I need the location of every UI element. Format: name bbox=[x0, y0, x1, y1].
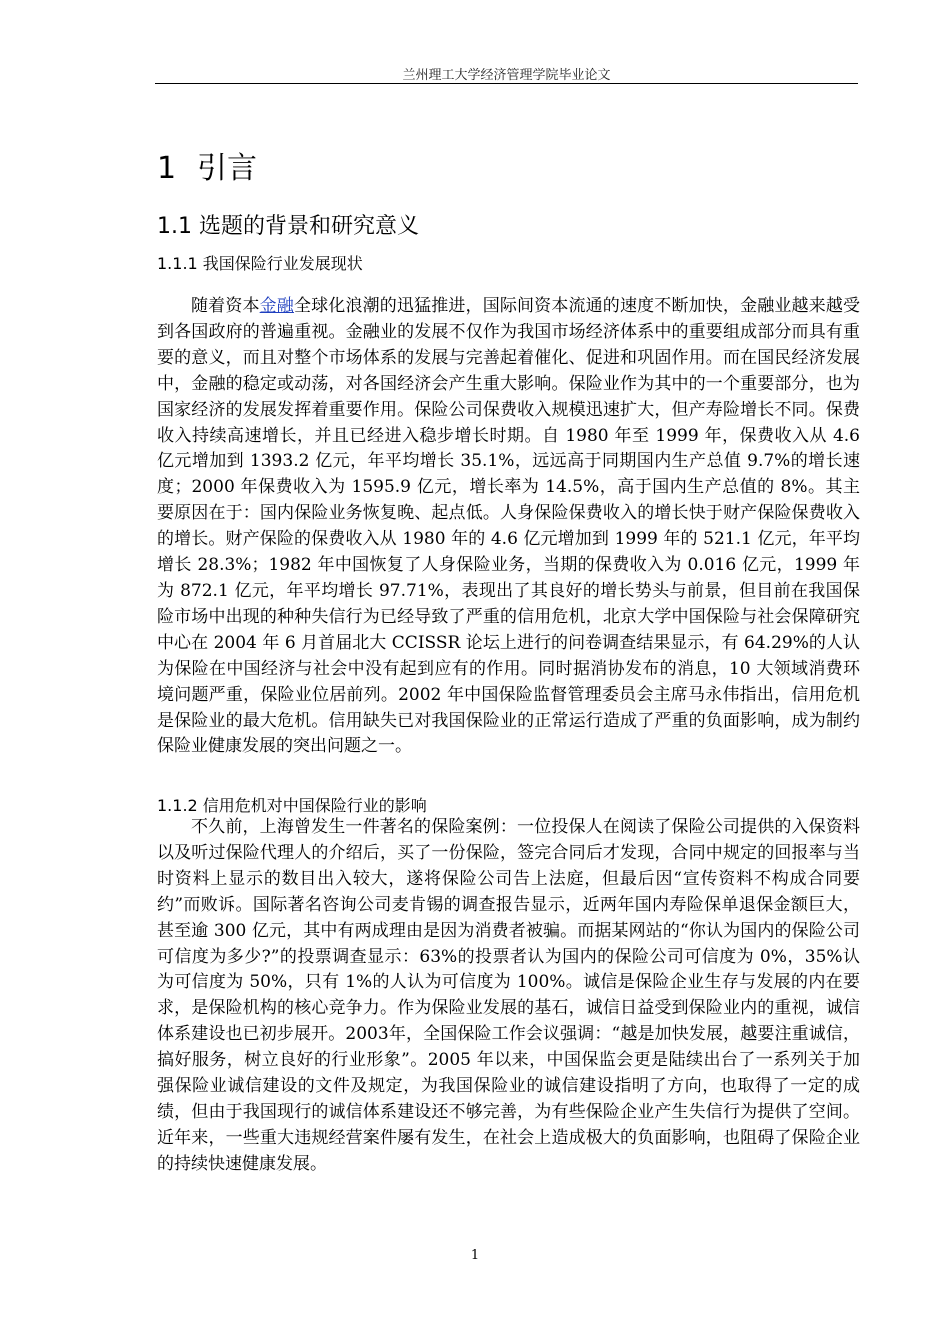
finance-link[interactable]: 金融 bbox=[259, 296, 294, 316]
subsection-heading-2: 1.1.2 信用危机对中国保险行业的影响 bbox=[157, 796, 427, 815]
chapter-title: 引言 bbox=[197, 151, 257, 186]
page-number: 1 bbox=[470, 1248, 480, 1263]
header-rule bbox=[155, 83, 858, 84]
chapter-heading bbox=[157, 143, 257, 187]
paragraph-1-lead: 随着资本 bbox=[191, 296, 260, 316]
paragraph-1 bbox=[157, 294, 860, 760]
chapter-number: 1 bbox=[157, 151, 177, 186]
subsection-heading-1: 1.1.1 我国保险行业发展现状 bbox=[157, 254, 363, 273]
paragraph-2: 不久前，上海曾发生一件著名的保险案例：一位投保人在阅读了保险公司提供的入保资料以及听过保险代理人的介绍后，买了一份保险，签完合同后才发现，合同中规定的回报率与当时资料上显示的数目出入较大，遂将保险公司告上法庭，但最后因“宣传资料不构成合同要约”而败诉。国际著名咨询公司麦肯锡的调查报告显示，近两年国内寿险保单退保金额巨大，甚至逾 300 亿元，其中有两成理由是因为消费者被骗。而据某网站的“你认为国内的保险公司可信度为多少?”的投票调查显示：63%的投票者认为国内的保险公司可信度为 0%，35%认为可信度为 50%，只有 1%的人认为可信度为 100%。诚信是保险企业生存与发展的内在要求，是保险机构的核心竞争力。作为保险业发展的基石，诚信日益受到保险业内的重视，诚信体系建设也已初步展开。2003年，全国保险工作会议强调：“越是加快发展，越要注重诚信，搞好服务，树立良好的行业形象”。2005 年以来，中国保监会更是陆续出台了一系列关于加强保险业诚信建设的文件及规定，为我国保险业的诚信建设指明了方向，也取得了一定的成绩，但由于我国现行的诚信体系建设还不够完善，为有些保险企业产生失信行为提供了空间。近年来，一些重大违规经营案件屡有发生，在社会上造成极大的负面影响，也阻碍了保险企业的持续快速健康发展。 bbox=[157, 817, 860, 1174]
section-heading: 1.1 选题的背景和研究意义 bbox=[157, 214, 419, 239]
running-header: 兰州理工大学经济管理学院毕业论文 bbox=[402, 68, 611, 83]
paragraph-1-body: 全球化浪潮的迅猛推进，国际间资本流通的速度不断加快，金融业越来越受到各国政府的普遍重视。金融业的发展不仅作为我国市场经济体系中的重要组成部分而具有重要的意义，而且对整个市场体系的发展与完善起着催化、促进和巩固作用。而在国民经济发展中，金融的稳定或动荡，对各国经济会产生重大影响。保险业作为其中的一个重要部分，也为国家经济的发展发挥着重要作用。保险公司保费收入规模迅速扩大，但产寿险增长不同。保费收入持续高速增长，并且已经进入稳步增长时期。自 1980 年至 1999 年，保费收入从 4.6 亿元增加到 1393.2 亿元，年平均增长 35.1%，远远高于同期国内生产总值 9.7%的增长速度；2000 年保费收入为 1595.9 亿元，增长率为 14.5%，高于国内生产总值的 8%。其主要原因在于：国内保险业务恢复晚、起点低。人身保险保费收入的增长快于财产保险保费收入的增长。财产保险的保费收入从 1980 年的 4.6 亿元增加到 1999 年的 521.1 亿元，年平均增长 28.3%；1982 年中国恢复了人身保险业务，当期的保费收入为 0.016 亿元，1999 年为 872.1 亿元，年平均增长 97.71%，表现出了其良好的增长势头与前景，但目前在我国保险市场中出现的种种失信行为已经导致了严重的信用危机，北京大学中国保险与社会保障研究中心在 2004 年 6 月首届北大 CCISSR 论坛上进行的问卷调查结果显示，有 64.29%的人认为保险在中国经济与社会中没有起到应有的作用。同时据消协发布的消息，10 大领域消费环境问题严重，保险业位居前列。2002 年中国保险监督管理委员会主席马永伟指出，信用危机是保险业的最大危机。信用缺失已对我国保险业的正常运行造成了严重的负面影响，成为制约保险业健康发展的突出问题之一。 bbox=[157, 296, 861, 757]
